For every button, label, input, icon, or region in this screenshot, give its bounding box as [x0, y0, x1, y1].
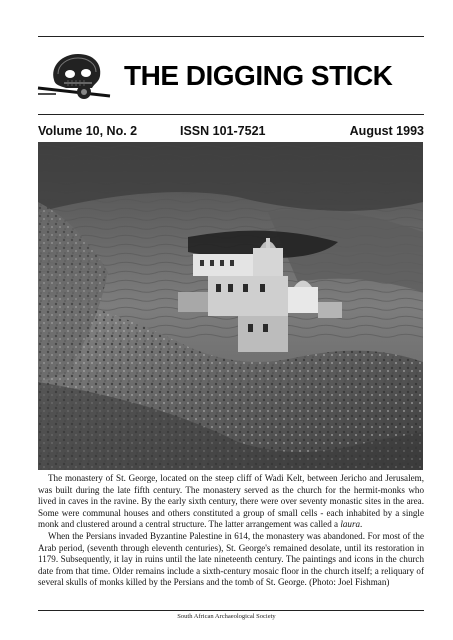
volume-number: Volume 10, No. 2 — [38, 124, 138, 138]
footer-society: South African Archaeological Society — [177, 613, 276, 620]
caption-text: The monastery of St. George, located on the steep cliff of Wadi Kelt, between Jericho and Jerusalem, was built during the late fifth century. The monastery served as the church for the hermit-monks who lived in caves in the ravine. By the early sixth century, there were over seventy monastic sites in the area. Some were communal houses and others constituted a group of small cells - each inhabited by a single monk and clustered around a central structure. The latter arrangement was called a — [38, 473, 424, 530]
masthead — [36, 46, 428, 110]
top-rule — [38, 36, 424, 37]
caption-paragraph-1 — [38, 473, 424, 531]
issn: ISSN 101-7521 — [180, 124, 266, 138]
issue-date: August 1993 — [349, 124, 424, 138]
cover-photo — [38, 142, 423, 470]
masthead-title: THE DIGGING STICK — [124, 60, 393, 91]
masthead-rule — [38, 114, 424, 115]
monastery-photo — [38, 142, 423, 470]
laura-term: laura — [340, 519, 361, 530]
skull-and-digging-stick-icon — [36, 50, 116, 102]
caption-paragraph-2: When the Persians invaded Byzantine Palestine in 614, the monastery was abandoned. For most of the Arab period, (seventh through eleventh centuries), St. George's remained desolate, until its restoration in 1179. Subsequently, it lay in ruins until the late nineteenth century. The paintings and icons in the church date from that time. Older remains include a sixth-century mosaic floor in the church itself; a reliquary of several skulls of monks killed by the Persians and the tomb of St. George. (Photo: Joel Fishman) — [38, 530, 424, 588]
footer-rule — [38, 610, 424, 611]
caption-text-end: . — [360, 519, 363, 530]
photo-caption — [38, 473, 424, 589]
